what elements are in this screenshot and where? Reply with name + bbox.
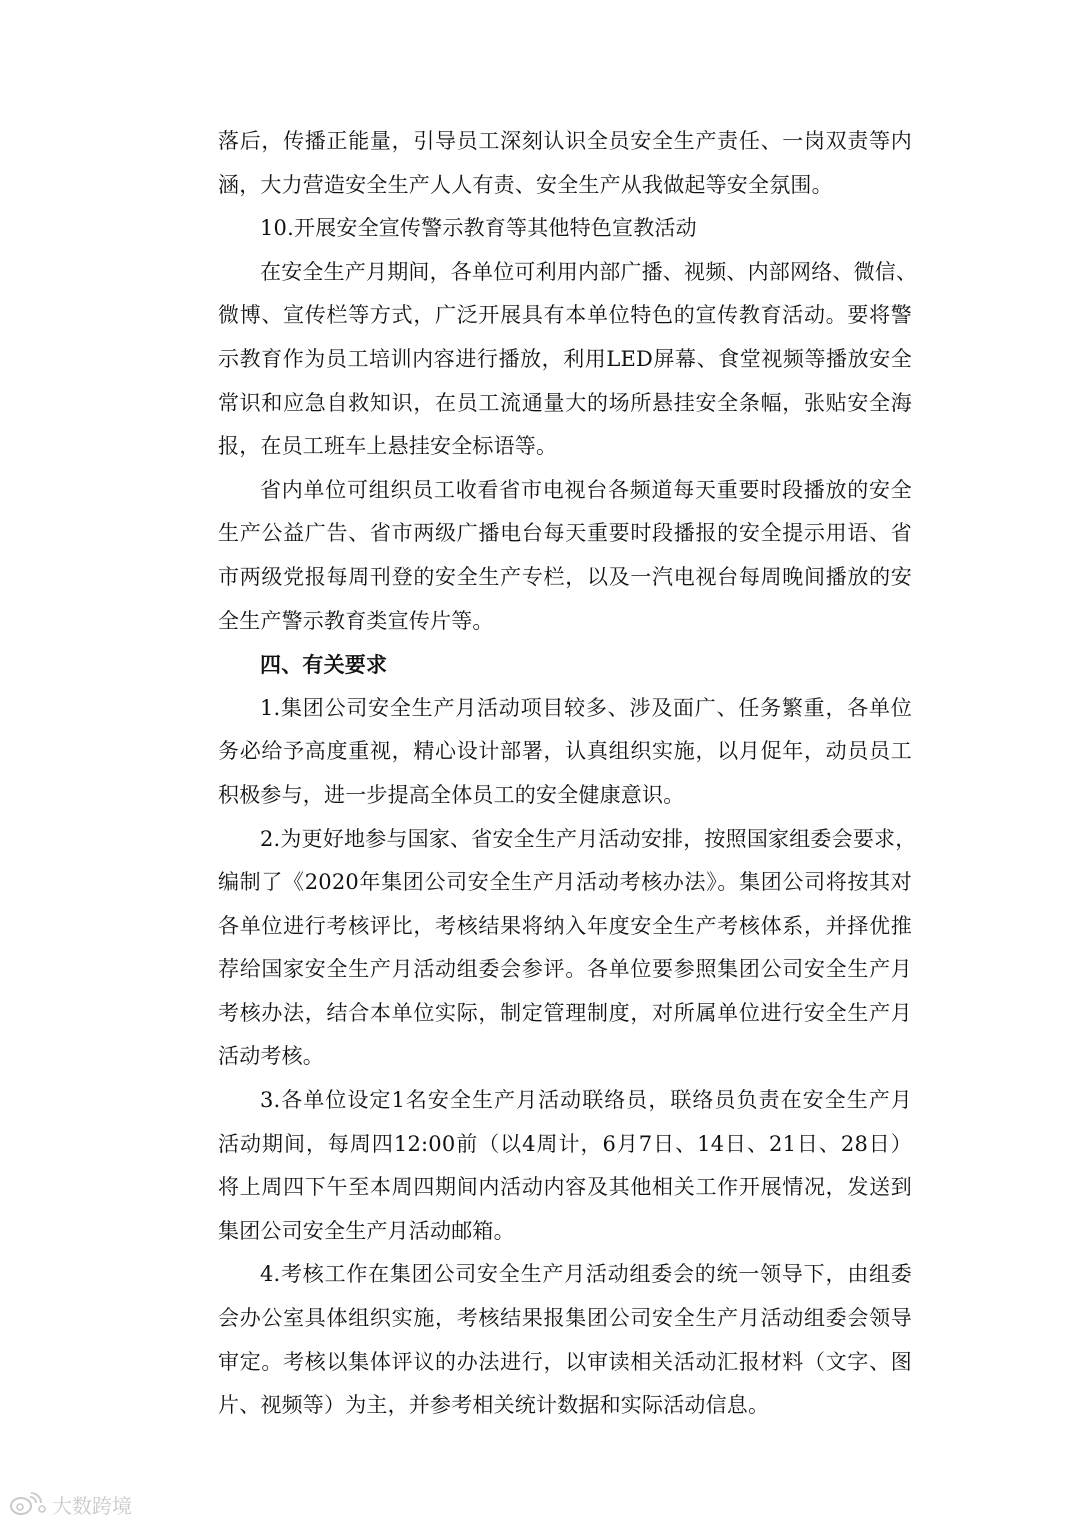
- text-line: 活动考核。: [218, 1044, 324, 1069]
- text-line: 考核办法，结合本单位实际，制定管理制度，对所属单位进行安全生产月: [218, 1000, 912, 1025]
- text-line: 在安全生产月期间，各单位可利用内部广播、视频、内部网络、微信、: [260, 259, 918, 284]
- text-line: 3.各单位设定1名安全生产月活动联络员，联络员负责在安全生产月: [260, 1088, 912, 1113]
- text-line: 市两级党报每周刊登的安全生产专栏，以及一汽电视台每周晚间播放的安: [218, 564, 912, 589]
- text-line: 生产公益广告、省市两级广播电台每天重要时段播报的安全提示用语、省: [218, 521, 912, 546]
- text-line: 1.集团公司安全生产月活动项目较多、涉及面广、任务繁重，各单位: [260, 695, 912, 720]
- section-subtitle: 10.开展安全宣传警示教育等其他特色宣教活动: [260, 216, 697, 241]
- document-body: [218, 120, 918, 1428]
- text-line: 荐给国家安全生产月活动组委会参评。各单位要参照集团公司安全生产月: [218, 957, 912, 982]
- text-line: 2.为更好地参与国家、省安全生产月活动安排，按照国家组委会要求，: [260, 826, 917, 851]
- text-line: 编制了《2020年集团公司安全生产月活动考核办法》。集团公司将按其对: [218, 870, 912, 895]
- text-line: 落后，传播正能量，引导员工深刻认识全员安全生产责任、一岗双责等内: [218, 129, 912, 153]
- text-line: 常识和应急自救知识，在员工流通量大的场所悬挂安全条幅，张贴安全海: [218, 390, 912, 415]
- text-line: 片、视频等）为主，并参考相关统计数据和实际活动信息。: [218, 1393, 770, 1418]
- text-line: 审定。考核以集体评议的办法进行，以审读相关活动汇报材料（文字、图: [218, 1349, 912, 1374]
- text-line: 省内单位可组织员工收看省市电视台各频道每天重要时段播放的安全: [260, 477, 912, 502]
- weibo-logo-icon: [8, 1491, 48, 1517]
- watermark: [8, 1489, 132, 1519]
- text-line: 4.考核工作在集团公司安全生产月活动组委会的统一领导下，由组委: [260, 1262, 912, 1287]
- text-line: 务必给予高度重视，精心设计部署，认真组织实施，以月促年，动员员工: [218, 739, 912, 764]
- text-line: 积极参与，进一步提高全体员工的安全健康意识。: [218, 782, 685, 807]
- text-line: 示教育作为员工培训内容进行播放，利用LED屏幕、食堂视频等播放安全: [218, 346, 912, 371]
- text-line: 会办公室具体组织实施，考核结果报集团公司安全生产月活动组委会领导: [218, 1306, 912, 1331]
- text-line: 全生产警示教育类宣传片等。: [218, 608, 494, 633]
- watermark-text: 大数跨境: [52, 1493, 132, 1518]
- text-line: 集团公司安全生产月活动邮箱。: [218, 1218, 515, 1243]
- text-line: 报，在员工班车上悬挂安全标语等。: [218, 434, 558, 459]
- text-line: 将上周四下午至本周四期间内活动内容及其他相关工作开展情况，发送到: [218, 1175, 912, 1200]
- section-heading: 四、有关要求: [260, 652, 388, 678]
- text-line: 各单位进行考核评比，考核结果将纳入年度安全生产考核体系，并择优推: [218, 913, 912, 938]
- text-line: 涵，大力营造安全生产人人有责、安全生产从我做起等安全氛围。: [218, 172, 833, 197]
- text-line: 活动期间，每周四12:00前（以4周计，6月7日、14日、21日、28日）: [218, 1131, 912, 1156]
- text-line: 微博、宣传栏等方式，广泛开展具有本单位特色的宣传教育活动。要将警: [218, 303, 912, 328]
